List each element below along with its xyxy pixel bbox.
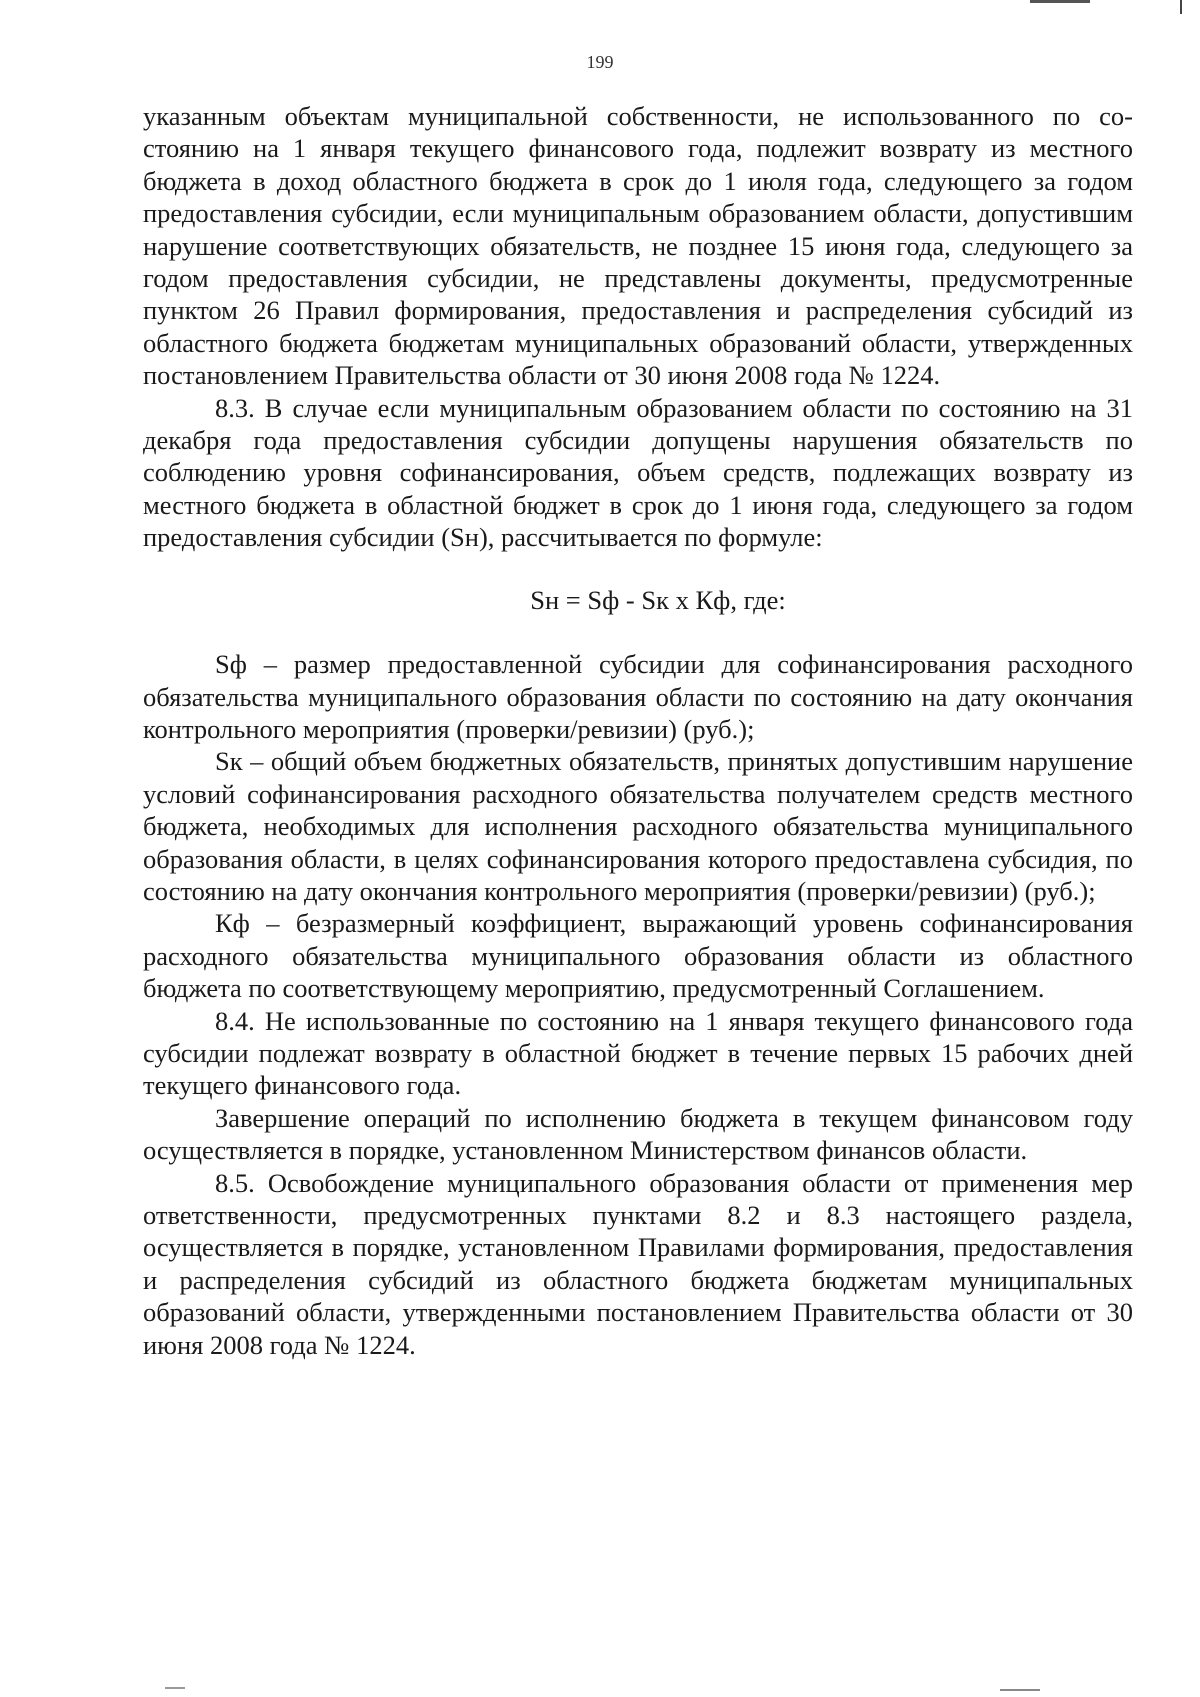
paragraph-continuation: указанным объектам муниципальной собственности, не использованного по состоянию на 1 января текущего финансового года, подлежит возврату из местного бюджета в доход областного бюджета в срок до 1 июля года, следующего за годом предоставления субсидии, если муниципальным образованием области, допустившим нарушение соответствующих обязательств, не позднее 15 июня года, следующего за годом предоставления субсидии, не представлены документы, предусмотренные пунктом 26 Правил формирования, предоставления и распределения субсидий из областного бюджета бюджетам муниципальных образований области, утвержденных постановлением Правительства области от 30 июня 2008 года № 1224.	[143, 101, 1133, 391]
paragraph-8-4: 8.4. Не использованные по состоянию на 1 января текущего финансового года субсидии подлежат возврату в областной бюджет в течение первых 15 рабочих дней текущего финансового года.	[143, 1005, 1133, 1101]
document-body	[143, 100, 1133, 1361]
formula: Sн = Sф - Sк х Кф, где:	[530, 584, 786, 615]
page-number: 199	[586, 52, 614, 72]
definition-sf: Sф – размер предоставленной субсидии для софинансирования расходного обязательства муниципального образования области по состоянию на дату окончания контрольного мероприятия (проверки/ревизии) (руб.);	[143, 649, 1133, 744]
paragraph-completion: Завершение операций по исполнению бюджета в текущем финансовом году осуществляется в порядке, установленном Министерством финансов области.	[143, 1102, 1133, 1166]
scan-bottom-mark	[1000, 1689, 1040, 1691]
scan-edge-tick	[1180, 0, 1182, 14]
scan-bottom-left-mark	[165, 1687, 185, 1689]
paragraph-8-5: 8.5. Освобождение муниципального образования области от применения мер ответственности, предусмотренных пунктами 8.2 и 8.3 настоящего раздела, осуществляется в порядке, установленном Правилами формирования, предоставления и распределения субсидий из областного бюджета бюджетам муниципальных образований области, утвержденными постановлением Правительства области от 30 июня 2008 года № 1224.	[143, 1167, 1133, 1360]
scan-corner-mark	[1030, 0, 1090, 3]
definition-sk: Sк – общий объем бюджетных обязательств, принятых допустившим нарушение условий софинансирования расходного обязательства получателем средств местного бюджета, необходимых для исполнения расходного обязательства муниципального образования области, в целях софинансирования которого предоставлена субсидия, по состоянию на дату окончания контрольного мероприятия (проверки/ревизии) (руб.);	[143, 746, 1133, 906]
paragraph-8-3: 8.3. В случае если муниципальным образованием области по состоянию на 31 декабря года предоставления субсидии допущены нарушения обязательств по соблюдению уровня софинансирования, объем средств, подлежащих возврату из местного бюджета в областной бюджет в срок до 1 июня года, следующего за годом предоставления субсидии (Sн), рассчитывается по формуле:	[143, 392, 1133, 553]
definition-kf: Кф – безразмерный коэффициент, выражающий уровень софинансирования расходного обязательства муниципального образования области из областного бюджета по соответствующему мероприятию, предусмотренный Соглашением.	[143, 908, 1133, 1004]
